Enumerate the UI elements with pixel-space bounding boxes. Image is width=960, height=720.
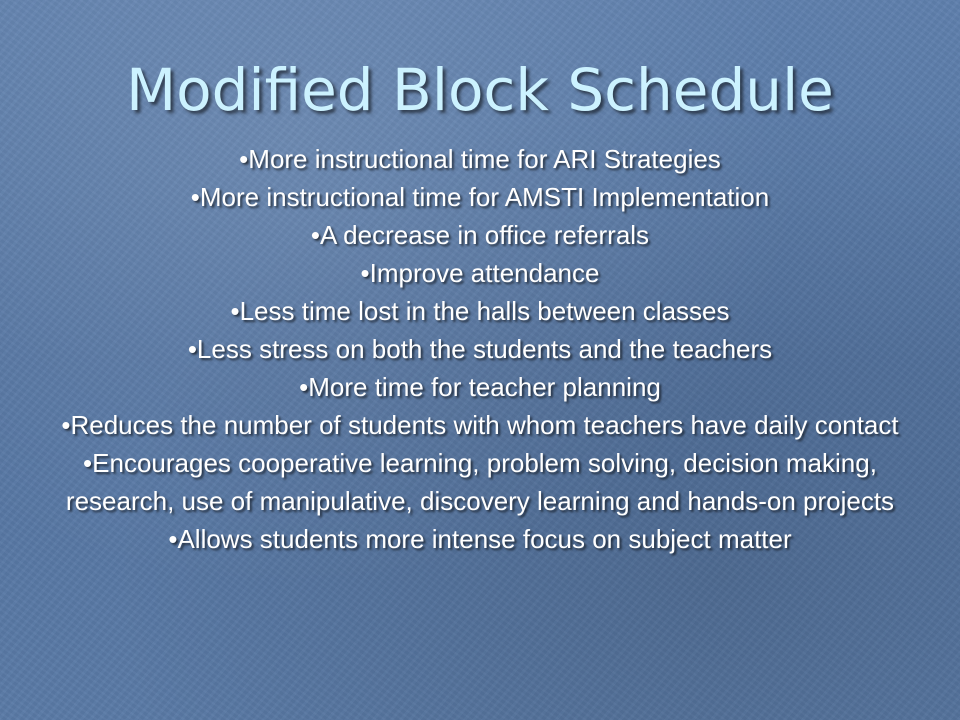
- bullet-item: [60, 178, 900, 216]
- bullet-text: More time for teacher planning: [308, 372, 661, 402]
- bullet-marker: •: [360, 258, 370, 288]
- bullet-marker: •: [187, 334, 197, 364]
- bullet-item: [60, 444, 900, 520]
- bullet-text: Improve attendance: [369, 258, 600, 288]
- bullet-marker: •: [310, 220, 321, 250]
- bullet-item: [60, 254, 900, 292]
- bullet-text: More instructional time for AMSTI Implementation: [199, 182, 770, 212]
- bullet-item: [60, 140, 900, 178]
- bullet-marker: •: [190, 182, 200, 212]
- bullet-item: [60, 216, 900, 254]
- bullet-text: Less stress on both the students and the teachers: [196, 334, 773, 364]
- bullet-text: Less time lost in the halls between classes: [239, 296, 730, 326]
- bullet-marker: •: [83, 448, 93, 478]
- bullet-item: [60, 330, 900, 368]
- bullet-item: [60, 406, 900, 444]
- bullet-text: Reduces the number of students with whom teachers have daily contact: [70, 410, 899, 440]
- bullet-item: [60, 520, 900, 558]
- bullet-list: [60, 140, 900, 558]
- bullet-marker: •: [168, 524, 178, 554]
- bullet-marker: •: [230, 296, 240, 326]
- bullet-marker: •: [61, 410, 71, 440]
- bullet-item: [60, 292, 900, 330]
- bullet-text: More instructional time for ARI Strategies: [248, 144, 721, 174]
- bullet-text: Encourages cooperative learning, problem solving, decision making, research, use of manipulative, discovery learning and hands-on projects: [65, 448, 895, 516]
- slide-title: Modified Block Schedule: [126, 56, 834, 124]
- bullet-text: Allows students more intense focus on subject matter: [177, 524, 792, 554]
- bullet-marker: •: [239, 144, 249, 174]
- bullet-item: [60, 368, 900, 406]
- bullet-text: A decrease in office referrals: [320, 220, 650, 250]
- bullet-marker: •: [299, 372, 309, 402]
